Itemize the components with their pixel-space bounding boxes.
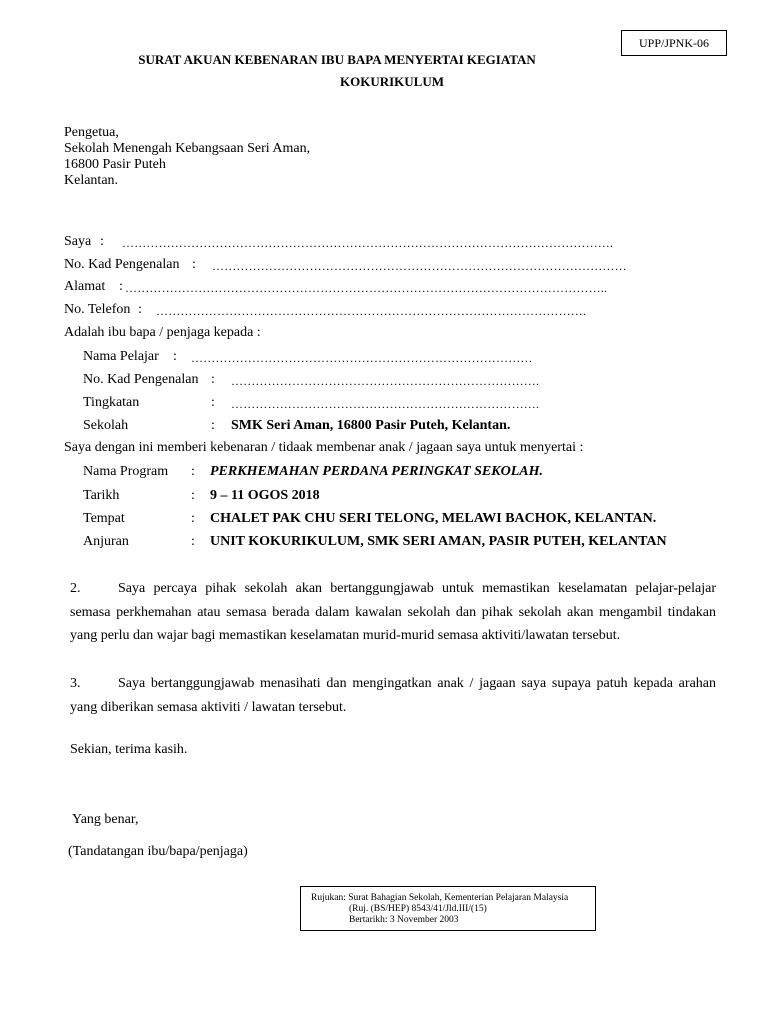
paragraph-2-text: Saya percaya pihak sekolah akan bertanggungjawab untuk memastikan keselamatan pelajar-pelajar semasa perkhemahan atau semasa berada dalam kawalan sekolah dan pihak sekolah akan mengambil tindakan yang perlu dan wajar bagi memastikan keselamatan murid-murid semasa aktiviti/lawatan tersebut. xyxy=(70,581,716,643)
alamat-colon: : xyxy=(119,279,123,294)
anjuran-label: Anjuran xyxy=(83,534,129,549)
parent-ic-colon: : xyxy=(192,257,196,272)
student-ic-label: No. Kad Pengenalan xyxy=(83,372,199,387)
recipient-line1: Pengetua, xyxy=(64,125,119,140)
anjuran-colon: : xyxy=(191,534,195,549)
recipient-line2: Sekolah Menengah Kebangsaan Seri Aman, xyxy=(64,141,311,156)
student-ic-colon: : xyxy=(211,372,215,387)
program-name-colon: : xyxy=(191,464,195,479)
tempat-colon: : xyxy=(191,511,195,526)
sign-off: Yang benar, xyxy=(72,812,139,827)
signature-label: (Tandatangan ibu/bapa/penjaga) xyxy=(68,844,248,859)
nama-pelajar-label: Nama Pelajar xyxy=(83,349,159,364)
nama-pelajar-field[interactable]: ………………………………………………………………………… xyxy=(191,351,533,365)
tarikh-colon: : xyxy=(191,488,195,503)
student-ic-field[interactable]: …………………………………………………………………. xyxy=(231,374,540,388)
closing-text: Sekian, terima kasih. xyxy=(70,742,188,757)
saya-label: Saya xyxy=(64,234,92,249)
reference-line3: Bertarikh: 3 November 2003 xyxy=(349,915,459,925)
tingkatan-field[interactable]: …………………………………………………………………. xyxy=(231,397,540,411)
tempat-value: CHALET PAK CHU SERI TELONG, MELAWI BACHOK, KELANTAN. xyxy=(210,511,657,526)
parent-ic-label: No. Kad Pengenalan xyxy=(64,257,180,272)
paragraph-2-number: 2. xyxy=(70,581,81,596)
program-name-label: Nama Program xyxy=(83,464,169,479)
telefon-field[interactable]: ……………………………………………………………………………………………. xyxy=(156,304,587,318)
parent-intro: Adalah ibu bapa / penjaga kepada : xyxy=(64,325,261,340)
parent-ic-field[interactable]: ………………………………………………………………………………………… xyxy=(212,259,627,273)
alamat-field[interactable]: ……………………………………………………………………………………………………….. xyxy=(125,281,608,295)
reference-box xyxy=(300,886,596,931)
nama-pelajar-colon: : xyxy=(173,349,177,364)
tingkatan-colon: : xyxy=(211,395,215,410)
recipient-line3: 16800 Pasir Puteh xyxy=(64,157,166,172)
document-title-line2: KOKURIKULUM xyxy=(340,74,444,89)
document-title-line1: SURAT AKUAN KEBENARAN IBU BAPA MENYERTAI KEGIATAN xyxy=(138,52,536,67)
paragraph-3-text: Saya bertanggungjawab menasihati dan mengingatkan anak / jagaan saya supaya patuh kepada arahan yang diberikan semasa aktiviti / lawatan tersebut. xyxy=(70,676,716,715)
sekolah-label: Sekolah xyxy=(83,418,129,433)
telefon-label: No. Telefon xyxy=(64,302,131,317)
tingkatan-label: Tingkatan xyxy=(83,395,140,410)
reference-line1: Rujukan: Surat Bahagian Sekolah, Kementerian Pelajaran Malaysia xyxy=(311,893,569,903)
paragraph-2 xyxy=(70,577,716,648)
tempat-label: Tempat xyxy=(83,511,125,526)
paragraph-3-number: 3. xyxy=(70,676,81,691)
program-name-value: PERKHEMAHAN PERDANA PERINGKAT SEKOLAH. xyxy=(210,464,543,479)
form-code: UPP/JPNK-06 xyxy=(638,36,710,50)
saya-colon: : xyxy=(100,234,104,249)
recipient-line4: Kelantan. xyxy=(64,173,119,188)
alamat-label: Alamat xyxy=(64,279,106,294)
saya-field[interactable]: …………………………………………………………………………………………………………. xyxy=(122,236,614,250)
reference-line2: (Ruj. (BS/HEP) 8543/41/Jld.III/(15) xyxy=(349,904,487,914)
paragraph-3 xyxy=(70,672,716,719)
permission-statement: Saya dengan ini memberi kebenaran / tidaak membenar anak / jagaan saya untuk menyertai : xyxy=(64,440,584,455)
tarikh-value: 9 – 11 OGOS 2018 xyxy=(210,488,320,503)
sekolah-value: SMK Seri Aman, 16800 Pasir Puteh, Kelantan. xyxy=(231,418,511,433)
tarikh-label: Tarikh xyxy=(83,488,120,503)
sekolah-colon: : xyxy=(211,418,215,433)
telefon-colon: : xyxy=(138,302,142,317)
anjuran-value: UNIT KOKURIKULUM, SMK SERI AMAN, PASIR PUTEH, KELANTAN xyxy=(210,534,667,549)
